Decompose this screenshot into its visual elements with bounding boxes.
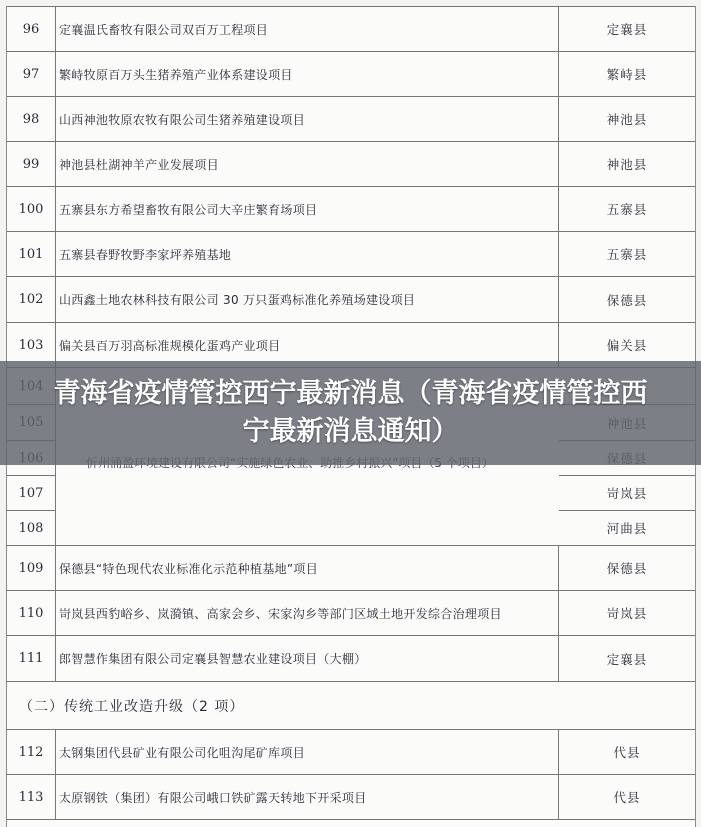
table-row xyxy=(7,276,695,322)
county-name: 五寨县 xyxy=(558,187,695,231)
table-row xyxy=(7,774,695,820)
row-number: 98 xyxy=(7,97,56,141)
row-number: 113 xyxy=(7,775,56,819)
headline-overlay xyxy=(0,361,701,465)
row-number: 97 xyxy=(7,52,56,96)
county-name: 定襄县 xyxy=(558,636,695,681)
table-row xyxy=(7,545,695,590)
county-name: 偏关县 xyxy=(558,323,695,367)
county-name: 定襄县 xyxy=(558,7,695,51)
project-name: 繁峙牧原百万头生猪养殖产业体系建设项目 xyxy=(59,67,293,82)
county-name: 保德县 xyxy=(558,546,695,590)
row-number: 101 xyxy=(7,232,56,276)
project-name: 太原钢铁（集团）有限公司峨口铁矿露天转地下开采项目 xyxy=(59,790,367,805)
table-row xyxy=(7,729,695,774)
section-heading xyxy=(7,681,695,729)
project-name: 定襄温氏畜牧有限公司双百万工程项目 xyxy=(59,22,269,37)
row-number: 111 xyxy=(7,636,56,681)
project-name: 偏关县百万羽高标准规模化蛋鸡产业项目 xyxy=(59,338,281,353)
row-number: 107 xyxy=(7,476,56,510)
project-name: 岢岚县西豹峪乡、岚漪镇、高家会乡、宋家沟乡等部门区域土地开发综合治理项目 xyxy=(59,606,502,621)
county-name: 五寨县 xyxy=(558,232,695,276)
row-number: 110 xyxy=(7,591,56,635)
table-row xyxy=(7,6,695,51)
county-name: 河曲县 xyxy=(558,511,695,545)
table-row xyxy=(7,96,695,141)
row-number: 96 xyxy=(7,7,56,51)
project-name: 太钢集团代县矿业有限公司化咀沟尾矿库项目 xyxy=(59,745,306,760)
table-row xyxy=(7,231,695,276)
table-row xyxy=(7,186,695,231)
table-row xyxy=(7,141,695,186)
row-number: 112 xyxy=(7,730,56,774)
county-name: 代县 xyxy=(558,730,695,774)
project-name: 五寨县春野牧野李家坪养殖基地 xyxy=(59,247,232,262)
project-name: 山西神池牧原农牧有限公司生猪养殖建设项目 xyxy=(59,112,306,127)
row-number: 102 xyxy=(7,277,56,322)
row-number: 103 xyxy=(7,323,56,367)
table-row xyxy=(7,51,695,96)
row-number: 109 xyxy=(7,546,56,590)
row-number: 108 xyxy=(7,511,56,545)
county-name: 岢岚县 xyxy=(558,591,695,635)
county-name: 代县 xyxy=(558,775,695,819)
project-name: 山西鑫土地农林科技有限公司 30 万只蛋鸡标准化养殖场建设项目 xyxy=(59,293,416,307)
county-name: 保德县 xyxy=(558,277,695,322)
project-name: 郎智慧作集团有限公司定襄县智慧农业建设项目（大棚） xyxy=(59,652,367,666)
county-name: 繁峙县 xyxy=(558,52,695,96)
section-title: （二）传统工业改造升级（2 项） xyxy=(19,698,245,715)
row-number: 100 xyxy=(7,187,56,231)
project-name: 五寨县东方希望畜牧有限公司大辛庄繁育场项目 xyxy=(59,202,318,217)
county-name: 神池县 xyxy=(558,97,695,141)
table-row xyxy=(7,635,695,681)
table-row xyxy=(7,590,695,635)
county-name: 神池县 xyxy=(558,142,695,186)
county-name: 岢岚县 xyxy=(558,476,695,510)
row-number: 99 xyxy=(7,142,56,186)
headline-title: 青海省疫情管控西宁最新消息（青海省疫情管控西宁最新消息通知） xyxy=(53,378,648,447)
project-name: 保德县“特色现代农业标准化示范种植基地”项目 xyxy=(59,561,319,576)
project-name: 神池县杜湖神羊产业发展项目 xyxy=(59,157,219,172)
